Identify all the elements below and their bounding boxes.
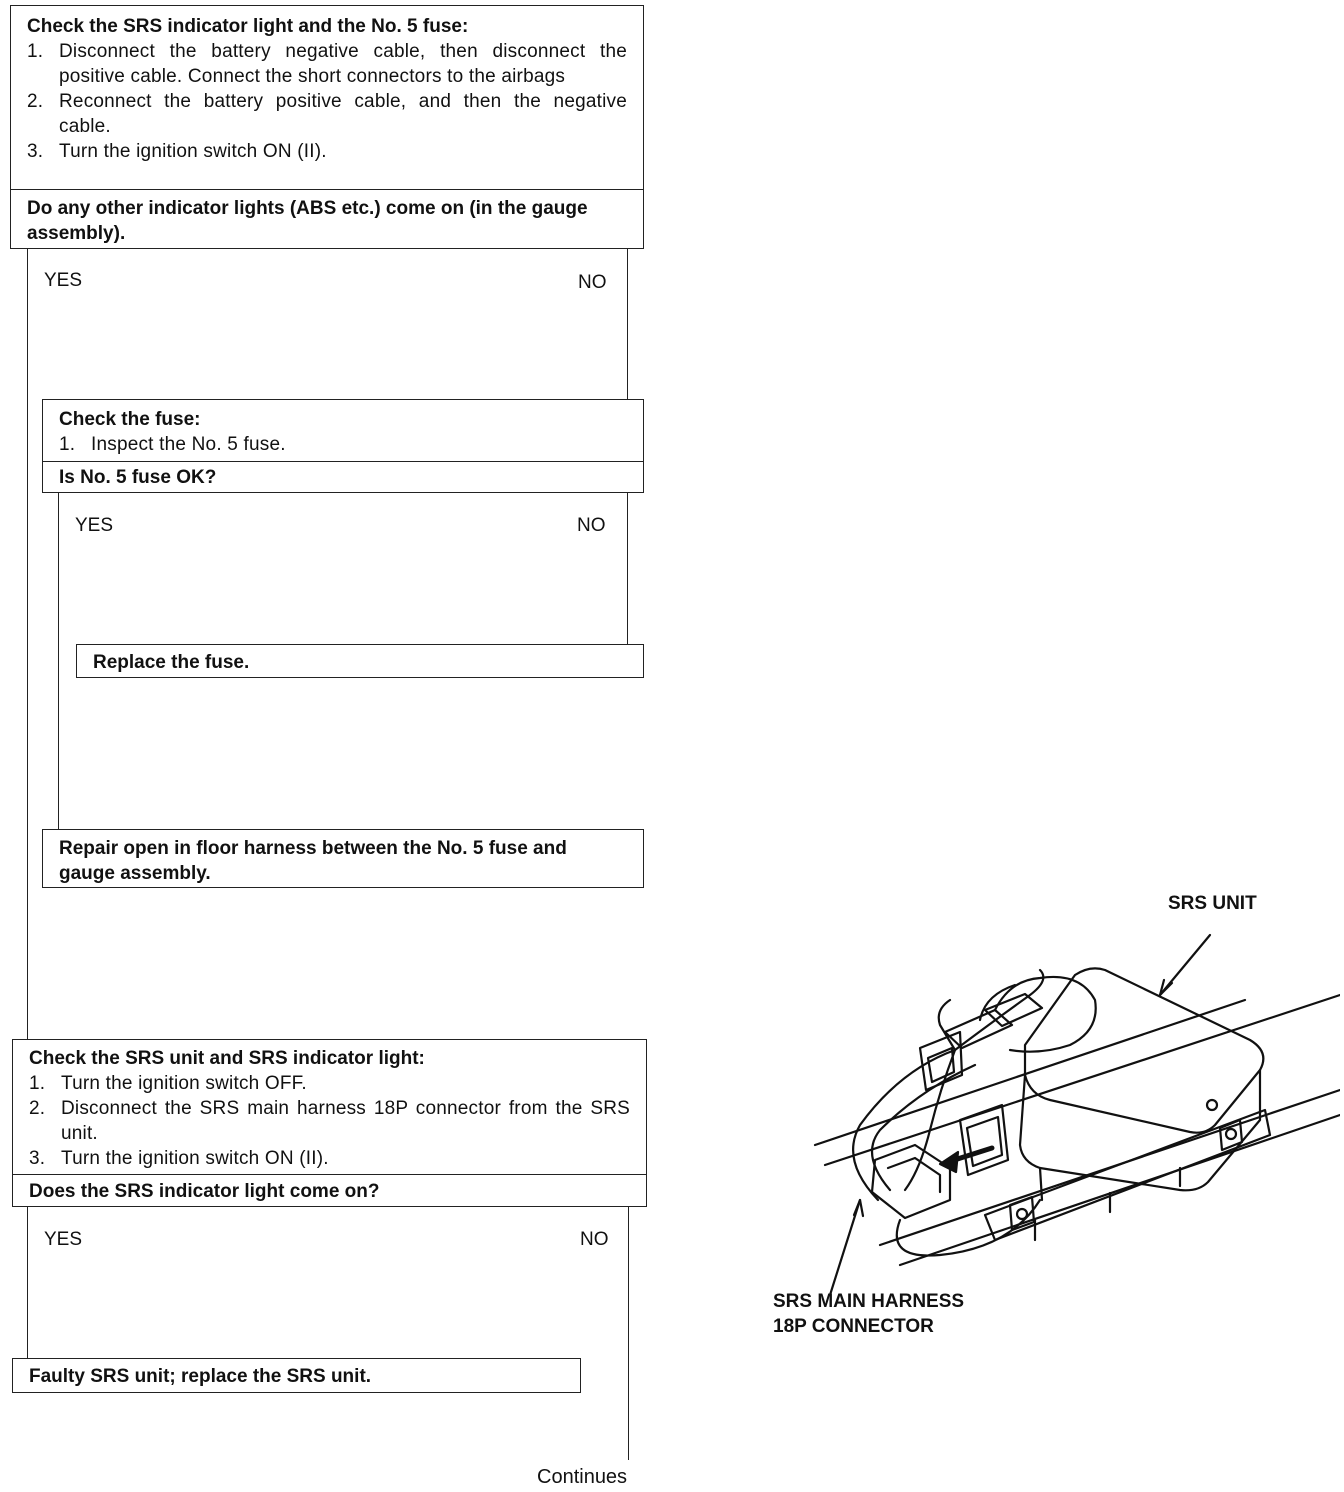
repair-open-box (42, 829, 644, 888)
step3-item-3: 3. Turn the ignition switch ON (II). (29, 1148, 329, 1169)
step3-question: Does the SRS indicator light come on? (29, 1181, 380, 1202)
step1-question: Do any other indicator lights (ABS etc.) come on (in the gauge assembly). (27, 198, 588, 244)
faulty-unit-text: Faulty SRS unit; replace the SRS unit. (29, 1366, 372, 1387)
step1-question-box (10, 189, 644, 249)
step2-item-1: 1. Inspect the No. 5 fuse. (59, 434, 286, 455)
line-step1-yes (27, 249, 28, 1039)
replace-fuse-text: Replace the fuse. (93, 652, 250, 673)
srs-unit-label: SRS UNIT (1168, 893, 1257, 914)
step3-item-1: 1. Turn the ignition switch OFF. (29, 1073, 307, 1094)
line-step2-yes (58, 493, 59, 829)
continues-label: Continues (537, 1466, 628, 1488)
replace-fuse-box (76, 644, 644, 678)
step1-item-1: 1. Disconnect the battery negative cable, then disconnect the positive cable. Connect the short connectors to the airbags (27, 41, 627, 87)
step3-box (12, 1039, 647, 1175)
step3-yes-label: YES (44, 1229, 83, 1250)
line-step1-no (627, 249, 628, 399)
step2-title: Check the fuse: (59, 409, 201, 430)
repair-open-text: Repair open in floor harness between the No. 5 fuse and gauge assembly. (59, 838, 567, 884)
step3-no-label: NO (580, 1229, 609, 1250)
step1-item-3: 3. Turn the ignition switch ON (II). (27, 141, 327, 162)
step3-item-2: 2. Disconnect the SRS main harness 18P connector from the SRS unit. (29, 1098, 630, 1144)
step3-title: Check the SRS unit and SRS indicator light: (29, 1048, 425, 1069)
line-step3-no (628, 1207, 629, 1460)
step1-no-label: NO (578, 272, 607, 293)
harness-label-line1: SRS MAIN HARNESS (773, 1291, 965, 1312)
step2-box (42, 399, 644, 462)
step1-item-2: 2. Reconnect the battery positive cable, and then the negative cable. (27, 91, 627, 137)
srs-unit-illustration (780, 900, 1340, 1300)
step2-yes-label: YES (75, 515, 114, 536)
line-step2-no (627, 493, 628, 644)
step2-question: Is No. 5 fuse OK? (59, 467, 217, 488)
step1-box (10, 5, 644, 190)
faulty-unit-box (12, 1358, 581, 1393)
step2-question-box (42, 461, 644, 493)
step1-title: Check the SRS indicator light and the No. 5 fuse: (27, 16, 469, 37)
step2-no-label: NO (577, 515, 606, 536)
line-step3-yes (27, 1207, 28, 1358)
step3-question-box (12, 1174, 647, 1207)
harness-label-line2: 18P CONNECTOR (773, 1316, 934, 1337)
step1-yes-label: YES (44, 270, 83, 291)
